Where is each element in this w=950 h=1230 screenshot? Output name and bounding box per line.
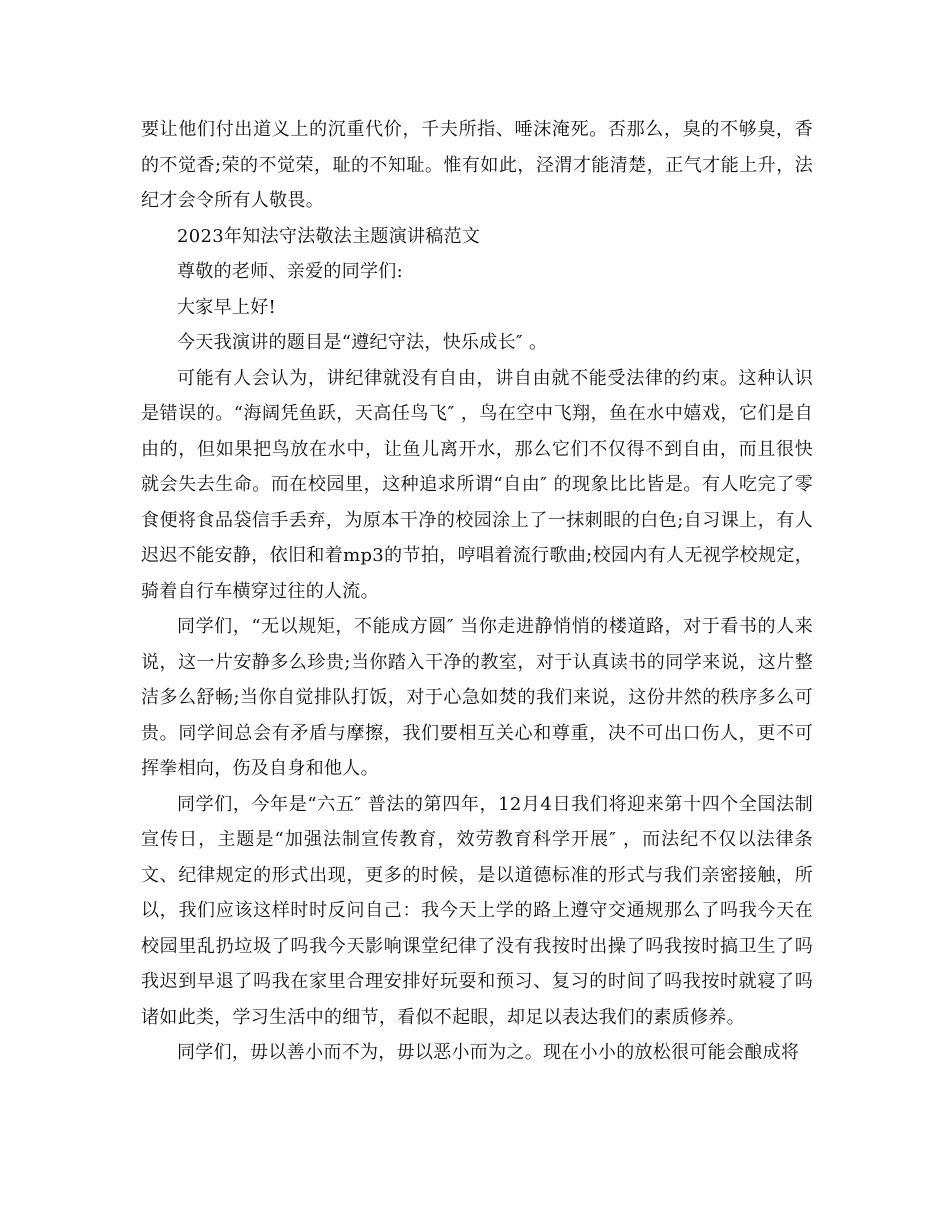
paragraph-rules: 同学们，“无以规矩，不能成方圆″ 当你走进静悄悄的楼道路，对于看书的人来说，这一片安静多么珍贵;当你踏入干净的教室，对于认真读书的同学来说，这片整洁多么舒畅;当你自觉排队打饭，对于心急如焚的我们来说，这份井然的秩序多么可贵。同学间总会有矛盾与摩擦，我们要相互关心和尊重，决不可出口伤人，更不可挥拳相向，伤及自身和他人。	[141, 616, 813, 779]
greeting: 大家早上好!	[177, 296, 277, 318]
paragraph-legal-day: 同学们，今年是“六五″ 普法的第四年，12月4日我们将迎来第十四个全国法制宣传日，主题是“加强法制宣传教育，效劳教育科学开展″ ，而法纪不仅以法律条文、纪律规定的形式出现，更多的时候，是以道德标准的形式与我们亲密接触，所以，我们应该这样时时反问自己：我今天上学的路上遵守交通规那么了吗我今天在校园里乱扔垃圾了吗我今天影响课堂纪律了没有我按时出操了吗我按时搞卫生了吗我迟到早退了吗我在家里合理安排好玩耍和预习、复习的时间了吗我按时就寝了吗诸如此类，学习生活中的细节，看似不起眼，却足以表达我们的素质修养。	[141, 793, 813, 1028]
paragraph-topic: 今天我演讲的题目是“遵纪守法，快乐成长″ 。	[177, 332, 548, 353]
paragraph-freedom: 可能有人会认为，讲纪律就没有自由，讲自由就不能受法律的约束。这种认识是错误的。“海阔凭鱼跃，天高任鸟飞″ ，鸟在空中飞翔，鱼在水中嬉戏，它们是自由的，但如果把鸟放在水中，让鱼儿离开水，那么它们不仅得不到自由，而且很快就会失去生命。而在校园里，这种追求所谓“自由″ 的现象比比皆是。有人吃完了零食便将食品袋信手丢弃，为原本干净的校园涂上了一抹刺眼的白色;自习课上，有人迟迟不能安静，依旧和着mp3的节拍，哼唱着流行歌曲;校园内有人无视学校规定，骑着自行车横穿过往的人流。	[141, 367, 813, 602]
document-body	[141, 112, 813, 1071]
salutation: 尊敬的老师、亲爱的同学们:	[177, 261, 403, 282]
speech-title: 2023年知法守法敬法主题演讲稿范文	[177, 225, 481, 247]
paragraph-continuation: 要让他们付出道义上的沉重代价，千夫所指、唾沫淹死。否那么，臭的不够臭，香的不觉香;荣的不觉荣，耻的不知耻。惟有如此，泾渭才能清楚，正气才能上升，法纪才会令所有人敬畏。	[141, 119, 813, 211]
paragraph-closing: 同学们，毋以善小而不为，毋以恶小而为之。现在小小的放松很可能会酿成将	[177, 1042, 800, 1063]
